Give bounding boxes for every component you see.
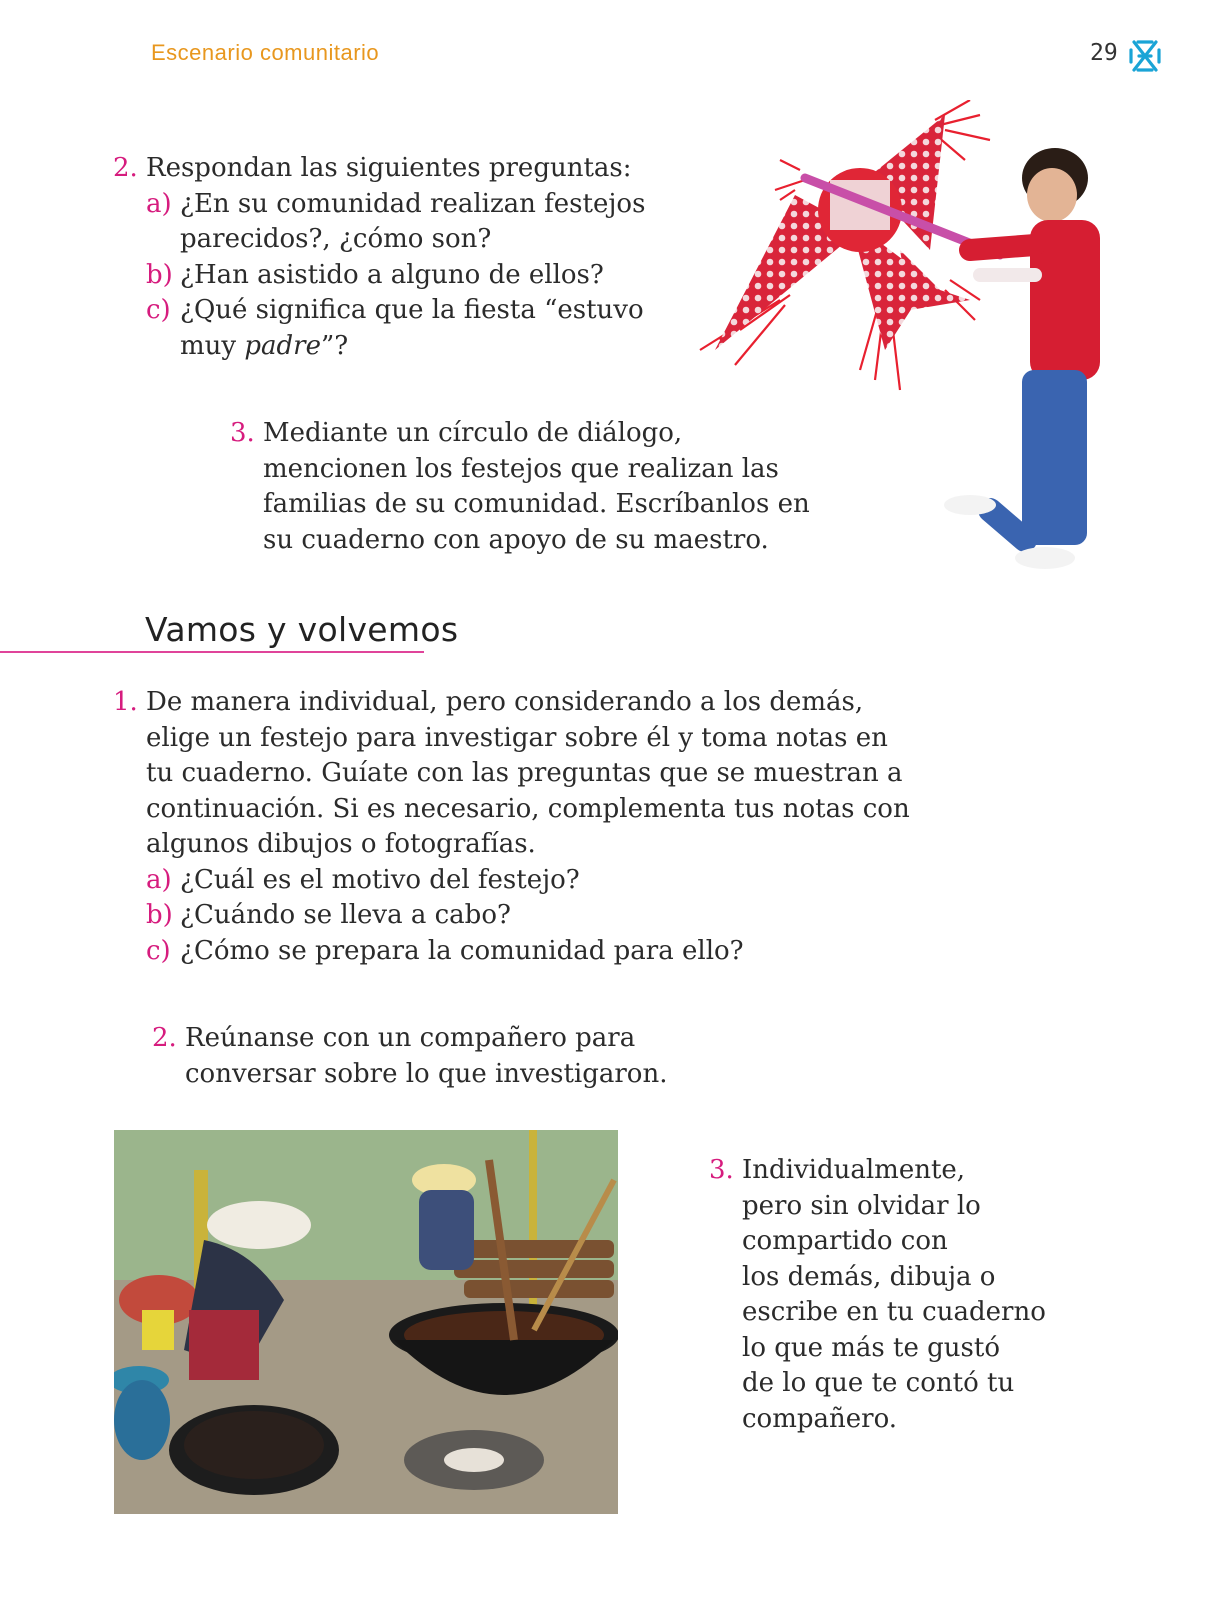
item-text: de lo que te contó tu (742, 1368, 1015, 1398)
item-text: compartido con (742, 1226, 948, 1256)
item-text: Reúnanse con un compañero para (185, 1023, 636, 1053)
question-2-block (113, 151, 645, 364)
activity-3-block (709, 1153, 1046, 1437)
item-text: elige un festejo para investigar sobre él y toma notas en (146, 722, 888, 753)
item-text: pero sin olvidar lo (742, 1190, 981, 1221)
item-number: 3. (709, 1155, 734, 1185)
community-cooking-photo (114, 1130, 618, 1514)
item-number: 2. (113, 153, 138, 183)
item-text: familias de su comunidad. Escríbanlos en (263, 489, 810, 519)
item-letter: c) (146, 935, 171, 966)
item-text: ¿Qué significa que la fiesta “estuvo (180, 295, 644, 325)
item-text: De manera individual, pero considerando a los demás, (146, 687, 864, 717)
item-letter: b) (146, 259, 173, 290)
item-letter: b) (146, 900, 173, 930)
item-text: compañero. (742, 1403, 898, 1434)
section-label: Escenario comunitario (151, 40, 380, 65)
item-text: Individualmente, (742, 1155, 966, 1185)
item-number: 1. (113, 687, 138, 717)
section-title: Vamos y volvemos (145, 610, 459, 649)
item-text: su cuaderno con apoyo de su maestro. (263, 524, 769, 555)
item-text: escribe en tu cuaderno (742, 1297, 1046, 1327)
item-text: ¿Cuándo se lleva a cabo? (180, 900, 511, 930)
item-number: 2. (152, 1023, 177, 1053)
item-text: continuación. Si es necesario, complementa tus notas con (146, 793, 910, 824)
item-letter: c) (146, 295, 171, 325)
item-text: conversar sobre lo que investigaron. (185, 1058, 668, 1089)
item-text: tu cuaderno. Guíate con las preguntas que se muestran a (146, 758, 903, 788)
item-text: mencionen los festejos que realizan las (263, 453, 779, 484)
item-text: ¿Han asistido a alguno de ellos? (180, 259, 604, 290)
item-text: los demás, dibuja o (742, 1261, 996, 1292)
item-text: parecidos?, ¿cómo son? (180, 224, 492, 254)
item-letter: a) (146, 188, 172, 219)
pinata-photo (680, 100, 1150, 590)
item-text: ¿Cuál es el motivo del festejo? (180, 864, 580, 895)
item-text: Mediante un círculo de diálogo, (263, 418, 683, 448)
item-text: algunos dibujos o fotografías. (146, 829, 536, 859)
item-text: lo que más te gustó (742, 1332, 1000, 1363)
activity-1-block (113, 685, 910, 969)
item-letter: a) (146, 864, 172, 895)
italic-word: padre (244, 330, 321, 361)
item-text: muy padre”? (180, 330, 349, 361)
item-text: ¿Cómo se prepara la comunidad para ello? (180, 935, 744, 966)
item-text: ¿En su comunidad realizan festejos (180, 188, 646, 219)
activity-2-block (152, 1021, 667, 1092)
section-divider (0, 651, 424, 653)
item-number: 3. (230, 418, 255, 448)
star-knot-icon (1128, 38, 1162, 74)
item-text: Respondan las siguientes preguntas: (146, 153, 632, 183)
page-number: 29 (1090, 40, 1118, 66)
